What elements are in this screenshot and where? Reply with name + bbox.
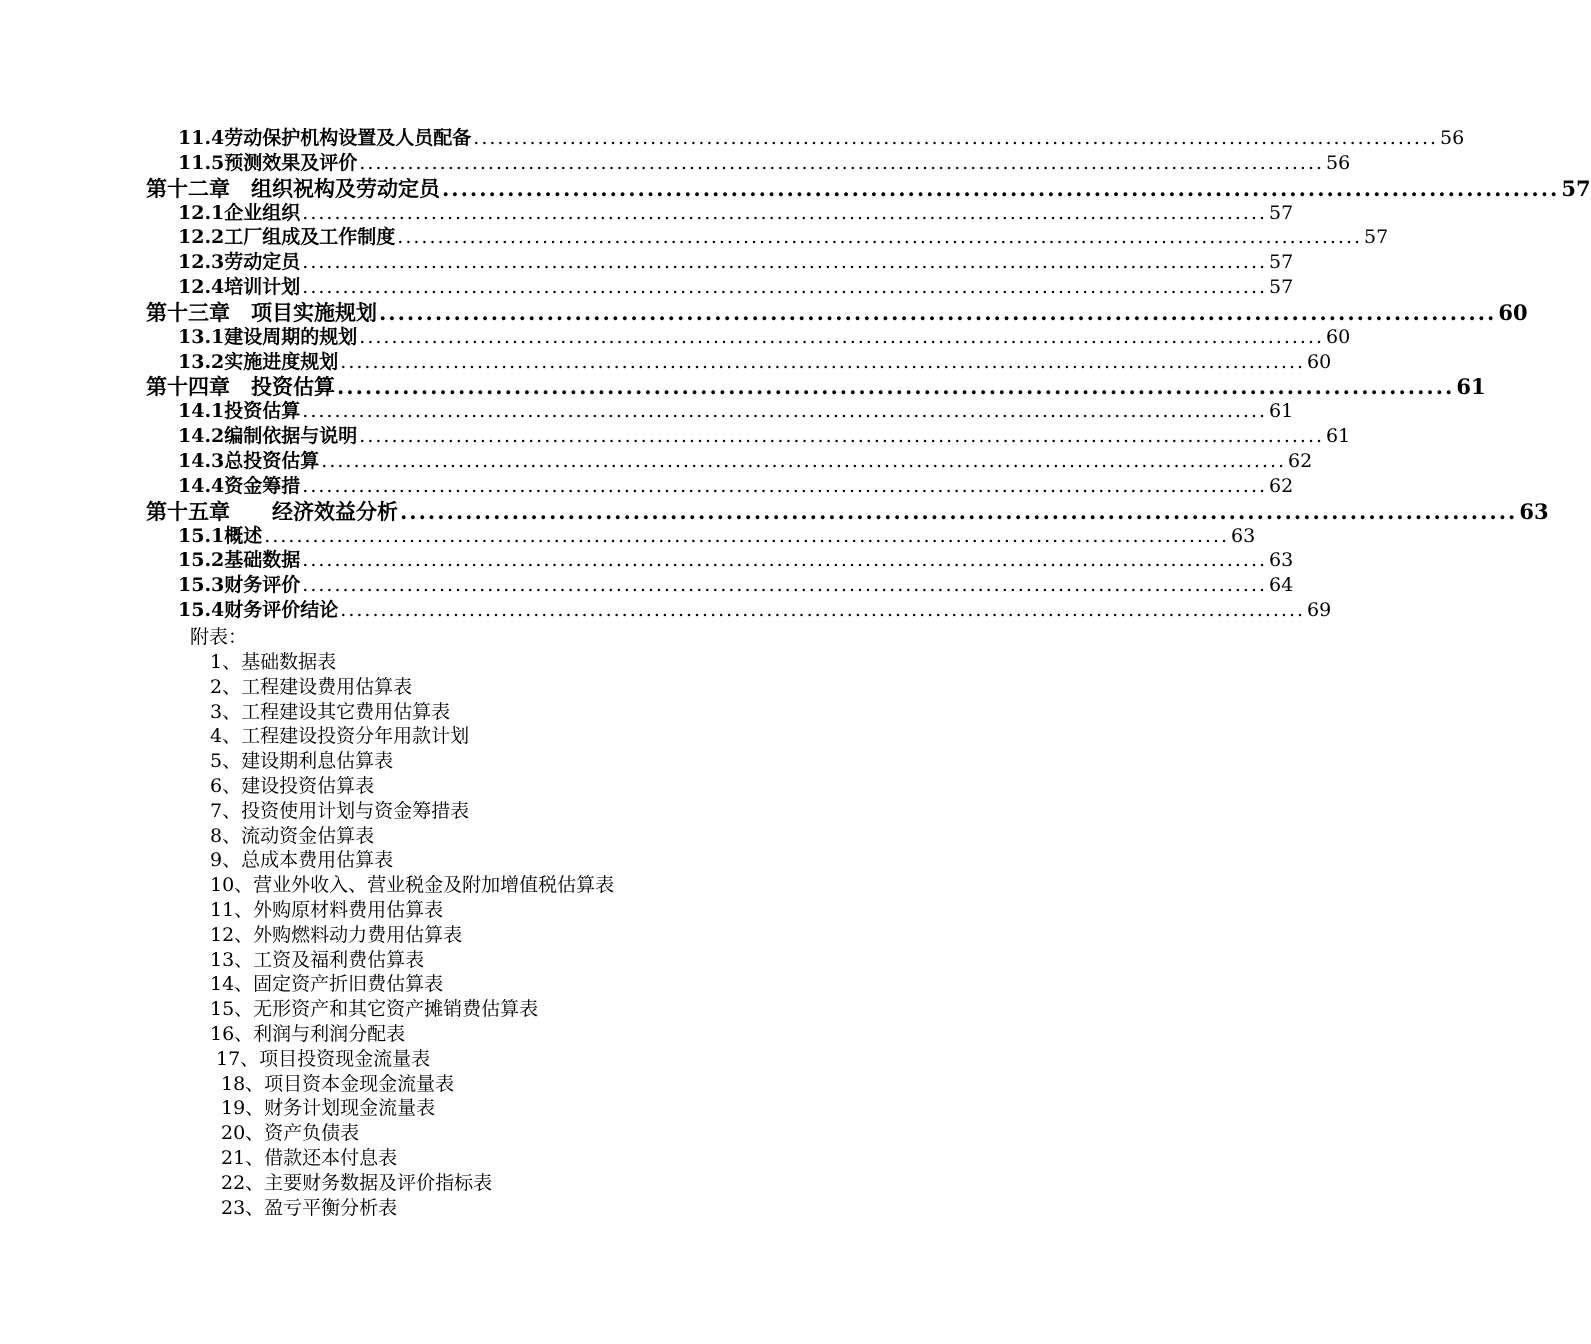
toc-chapter-entry[interactable]	[146, 496, 1549, 524]
appendix-item[interactable]: 23、盈亏平衡分析表	[221, 1196, 398, 1219]
appendix-item[interactable]: 18、项目资本金现金流量表	[221, 1072, 455, 1095]
appendix-item[interactable]: 11、外购原材料费用估算表	[210, 898, 444, 921]
appendix-list	[0, 647, 950, 1217]
toc-page-number: 63	[1231, 524, 1256, 547]
appendix-item[interactable]: 13、工资及福利费估算表	[210, 948, 425, 971]
toc-leader-dots: ........................................................................................................................	[473, 127, 1439, 149]
appendix-item[interactable]: 3、工程建设其它费用估算表	[210, 700, 451, 723]
toc-leader-dots: ........................................................................................................................	[340, 350, 1306, 373]
toc-entry-label: 12.1企业组织	[178, 201, 301, 224]
appendix-item[interactable]: 14、固定资产折旧费估算表	[210, 973, 444, 996]
appendix-item[interactable]: 4、工程建设投资分年用款计划	[210, 725, 470, 748]
toc-section-entry[interactable]	[178, 322, 1351, 348]
toc-leader-dots: ........................................................................................................................	[359, 425, 1325, 448]
toc-entry-label: 11.5预测效果及评价	[178, 151, 358, 174]
toc-page-number: 57	[1561, 175, 1591, 201]
toc-leader-dots: ........................................................................................................................	[302, 275, 1268, 298]
toc-section-entry[interactable]	[178, 446, 1313, 472]
appendix-item[interactable]: 22、主要财务数据及评价指标表	[221, 1171, 493, 1194]
toc-section-entry[interactable]	[178, 222, 1389, 249]
toc-entry-label: 14.1投资估算	[178, 400, 301, 423]
appendix-item[interactable]: 6、建设投资估算表	[210, 774, 375, 797]
toc-page-number: 60	[1307, 350, 1332, 373]
toc-section-entry[interactable]	[178, 198, 1294, 224]
toc-entry-label: 第十二章 组织祝构及劳动定员	[146, 175, 440, 201]
toc-leader-dots: ........................................................................................................................	[302, 474, 1268, 497]
appendix-item[interactable]: 19、财务计划现金流量表	[221, 1097, 436, 1120]
toc-section-entry[interactable]	[178, 471, 1294, 497]
toc-entry-label: 13.1建设周期的规划	[178, 325, 358, 348]
toc-leader-dots: ........................................................................................................................	[321, 449, 1287, 472]
toc-entry-label: 12.4培训计划	[178, 275, 301, 298]
toc-leader-dots: ........................................................................................................................	[379, 299, 1497, 325]
toc-page-number: 60	[1498, 299, 1528, 325]
toc-page-number: 60	[1326, 325, 1351, 348]
appendix-item[interactable]: 12、外购燃料动力费用估算表	[210, 923, 463, 946]
toc-entry-label: 第十五章 经济效益分析	[146, 498, 398, 524]
toc-entry-label: 15.1概述	[178, 524, 263, 547]
toc-entry-label: 14.2编制依据与说明	[178, 425, 358, 448]
appendix-item[interactable]: 20、资产负债表	[221, 1122, 360, 1145]
toc-section-entry[interactable]	[178, 545, 1294, 572]
toc-entry-label: 12.3劳动定员	[178, 251, 301, 274]
toc-entry-label: 15.4财务评价结论	[178, 598, 339, 621]
toc-chapter-entry[interactable]	[146, 297, 1528, 325]
toc-page-number: 69	[1307, 598, 1332, 621]
toc-entry-label: 15.3财务评价	[178, 574, 301, 597]
toc-leader-dots: ........................................................................................................................	[302, 574, 1268, 597]
toc-leader-dots: ........................................................................................................................	[302, 251, 1268, 274]
appendix-title: 附表：	[190, 626, 248, 648]
toc-leader-dots: ........................................................................................................................	[400, 498, 1518, 524]
toc-entry-label: 第十四章 投资估算	[146, 374, 335, 400]
toc-page-number: 62	[1288, 449, 1313, 472]
toc-chapter-entry[interactable]	[146, 371, 1486, 400]
toc-section-entry[interactable]	[178, 396, 1294, 423]
toc-leader-dots: ........................................................................................................................	[337, 374, 1455, 400]
toc-page-number: 57	[1269, 251, 1294, 274]
toc-entry-label: 11.4劳动保护机构设置及人员配备	[178, 127, 472, 149]
appendix-item[interactable]: 17、项目投资现金流量表	[216, 1047, 431, 1070]
appendix-item[interactable]: 9、总成本费用估算表	[210, 849, 394, 872]
appendix-item[interactable]: 10、营业外收入、营业税金及附加增值税估算表	[210, 874, 615, 897]
appendix-item[interactable]: 16、利润与利润分配表	[210, 1022, 406, 1045]
toc-leader-dots: ........................................................................................................................	[359, 325, 1325, 348]
toc-page-number: 57	[1269, 201, 1294, 224]
toc-section-entry[interactable]	[178, 347, 1332, 373]
toc-page-number: 57	[1269, 275, 1294, 298]
toc-page-number: 63	[1519, 498, 1549, 524]
toc-section-entry[interactable]	[178, 595, 1332, 621]
toc-leader-dots: ........................................................................................................................	[359, 151, 1325, 174]
toc-page-number: 63	[1269, 549, 1294, 572]
appendix-item[interactable]: 15、无形资产和其它资产摊销费估算表	[210, 998, 539, 1021]
toc-section-entry[interactable]	[178, 570, 1294, 597]
toc-leader-dots: ........................................................................................................................	[302, 549, 1268, 572]
toc-section-entry[interactable]	[178, 148, 1351, 174]
toc-page-number: 61	[1269, 400, 1294, 423]
toc-entry-label: 13.2实施进度规划	[178, 350, 339, 373]
appendix-item[interactable]: 5、建设期利息估算表	[210, 750, 394, 773]
toc-section-entry[interactable]	[178, 272, 1294, 298]
toc-leader-dots: ........................................................................................................................	[340, 598, 1306, 621]
appendix-item[interactable]: 8、流动资金估算表	[210, 824, 375, 847]
toc-section-entry[interactable]	[178, 521, 1256, 547]
toc-leader-dots: ........................................................................................................................	[397, 226, 1363, 249]
toc-page-number: 56	[1326, 151, 1351, 174]
toc-leader-dots: ........................................................................................................................	[442, 175, 1560, 201]
toc-page-number: 64	[1269, 574, 1294, 597]
toc-leader-dots: ........................................................................................................................	[302, 400, 1268, 423]
toc-leader-dots: ........................................................................................................................	[302, 201, 1268, 224]
table-of-contents	[0, 123, 1591, 621]
toc-page-number: 62	[1269, 474, 1294, 497]
appendix-item[interactable]: 1、基础数据表	[210, 651, 337, 673]
toc-entry-label: 15.2基础数据	[178, 549, 301, 572]
toc-entry-label: 12.2工厂组成及工作制度	[178, 226, 396, 249]
toc-entry-label: 第十三章 项目实施规划	[146, 299, 377, 325]
toc-entry-label: 14.3总投资估算	[178, 449, 320, 472]
toc-page-number: 57	[1364, 226, 1389, 249]
toc-chapter-entry[interactable]	[146, 173, 1591, 201]
toc-section-entry[interactable]	[178, 421, 1351, 448]
toc-section-entry[interactable]	[178, 247, 1294, 274]
toc-entry-label: 14.4资金筹措	[178, 474, 301, 497]
toc-leader-dots: ........................................................................................................................	[264, 524, 1230, 547]
appendix-item[interactable]: 7、投资使用计划与资金筹措表	[210, 799, 470, 822]
toc-page-number: 61	[1456, 374, 1486, 400]
appendix-item[interactable]: 2、工程建设费用估算表	[210, 675, 413, 698]
toc-section-entry[interactable]	[178, 123, 1465, 149]
toc-page-number: 61	[1326, 425, 1351, 448]
toc-page-number: 56	[1440, 127, 1465, 149]
appendix-item[interactable]: 21、借款还本付息表	[221, 1146, 398, 1169]
